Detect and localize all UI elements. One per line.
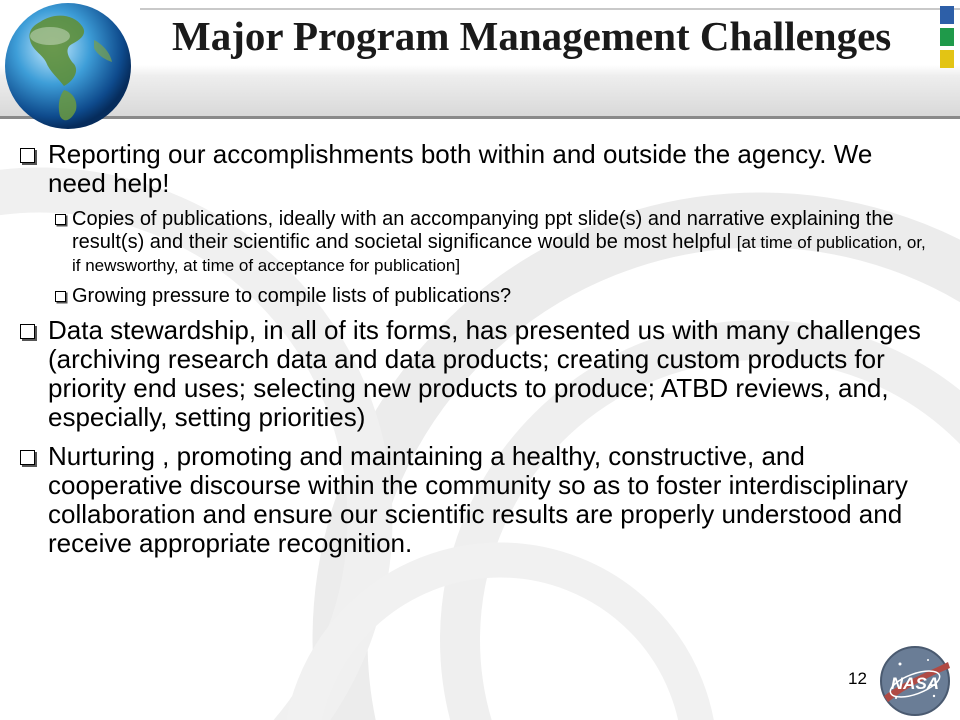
bullet-nurturing [20,442,935,558]
nasa-logo-icon [878,644,952,718]
earth-globe-icon [2,0,138,136]
checkbox-bullet-icon [20,148,35,163]
bullet-reporting [20,140,935,198]
accent-square-yellow [940,50,954,68]
bullet-text: Data stewardship, in all of its forms, has presented us with many challenges (archiving research data and data products; creating custom products for priority end uses; selecting new products to produce; ATBD reviews, and, especially, setting priorities) [48,315,921,432]
checkbox-bullet-icon [55,291,66,302]
accent-square-blue [940,6,954,24]
sub-bullet-publications [20,208,935,277]
accent-square-green [940,28,954,46]
bullet-list [20,140,935,568]
checkbox-bullet-icon [55,214,66,225]
bullet-data-stewardship [20,316,935,432]
checkbox-bullet-icon [20,450,35,465]
page-number: 12 [848,669,867,688]
slide-title: Major Program Management Challenges [172,13,892,59]
sub-bullet-note: [at time of publication, or, if newsworthy, at time of acceptance for publication] [72,233,926,275]
nasa-logo-text: NASA [890,674,940,693]
checkbox-bullet-icon [20,324,35,339]
sub-bullet-text: Copies of publications, ideally with an accompanying ppt slide(s) and narrative explaining the result(s) and their scientific and societal significance would be most helpful [72,208,894,253]
bullet-text: Nurturing , promoting and maintaining a healthy, constructive, and cooperative discourse within the community so as to foster interdisciplinary collaboration and ensure our scientific results are properly understood and receive appropriate recognition. [48,441,908,558]
bullet-text: Reporting our accomplishments both within and outside the agency. We need help! [48,139,873,198]
sub-bullet-text: Growing pressure to compile lists of publications? [72,285,512,307]
sub-bullet-lists [20,285,935,308]
